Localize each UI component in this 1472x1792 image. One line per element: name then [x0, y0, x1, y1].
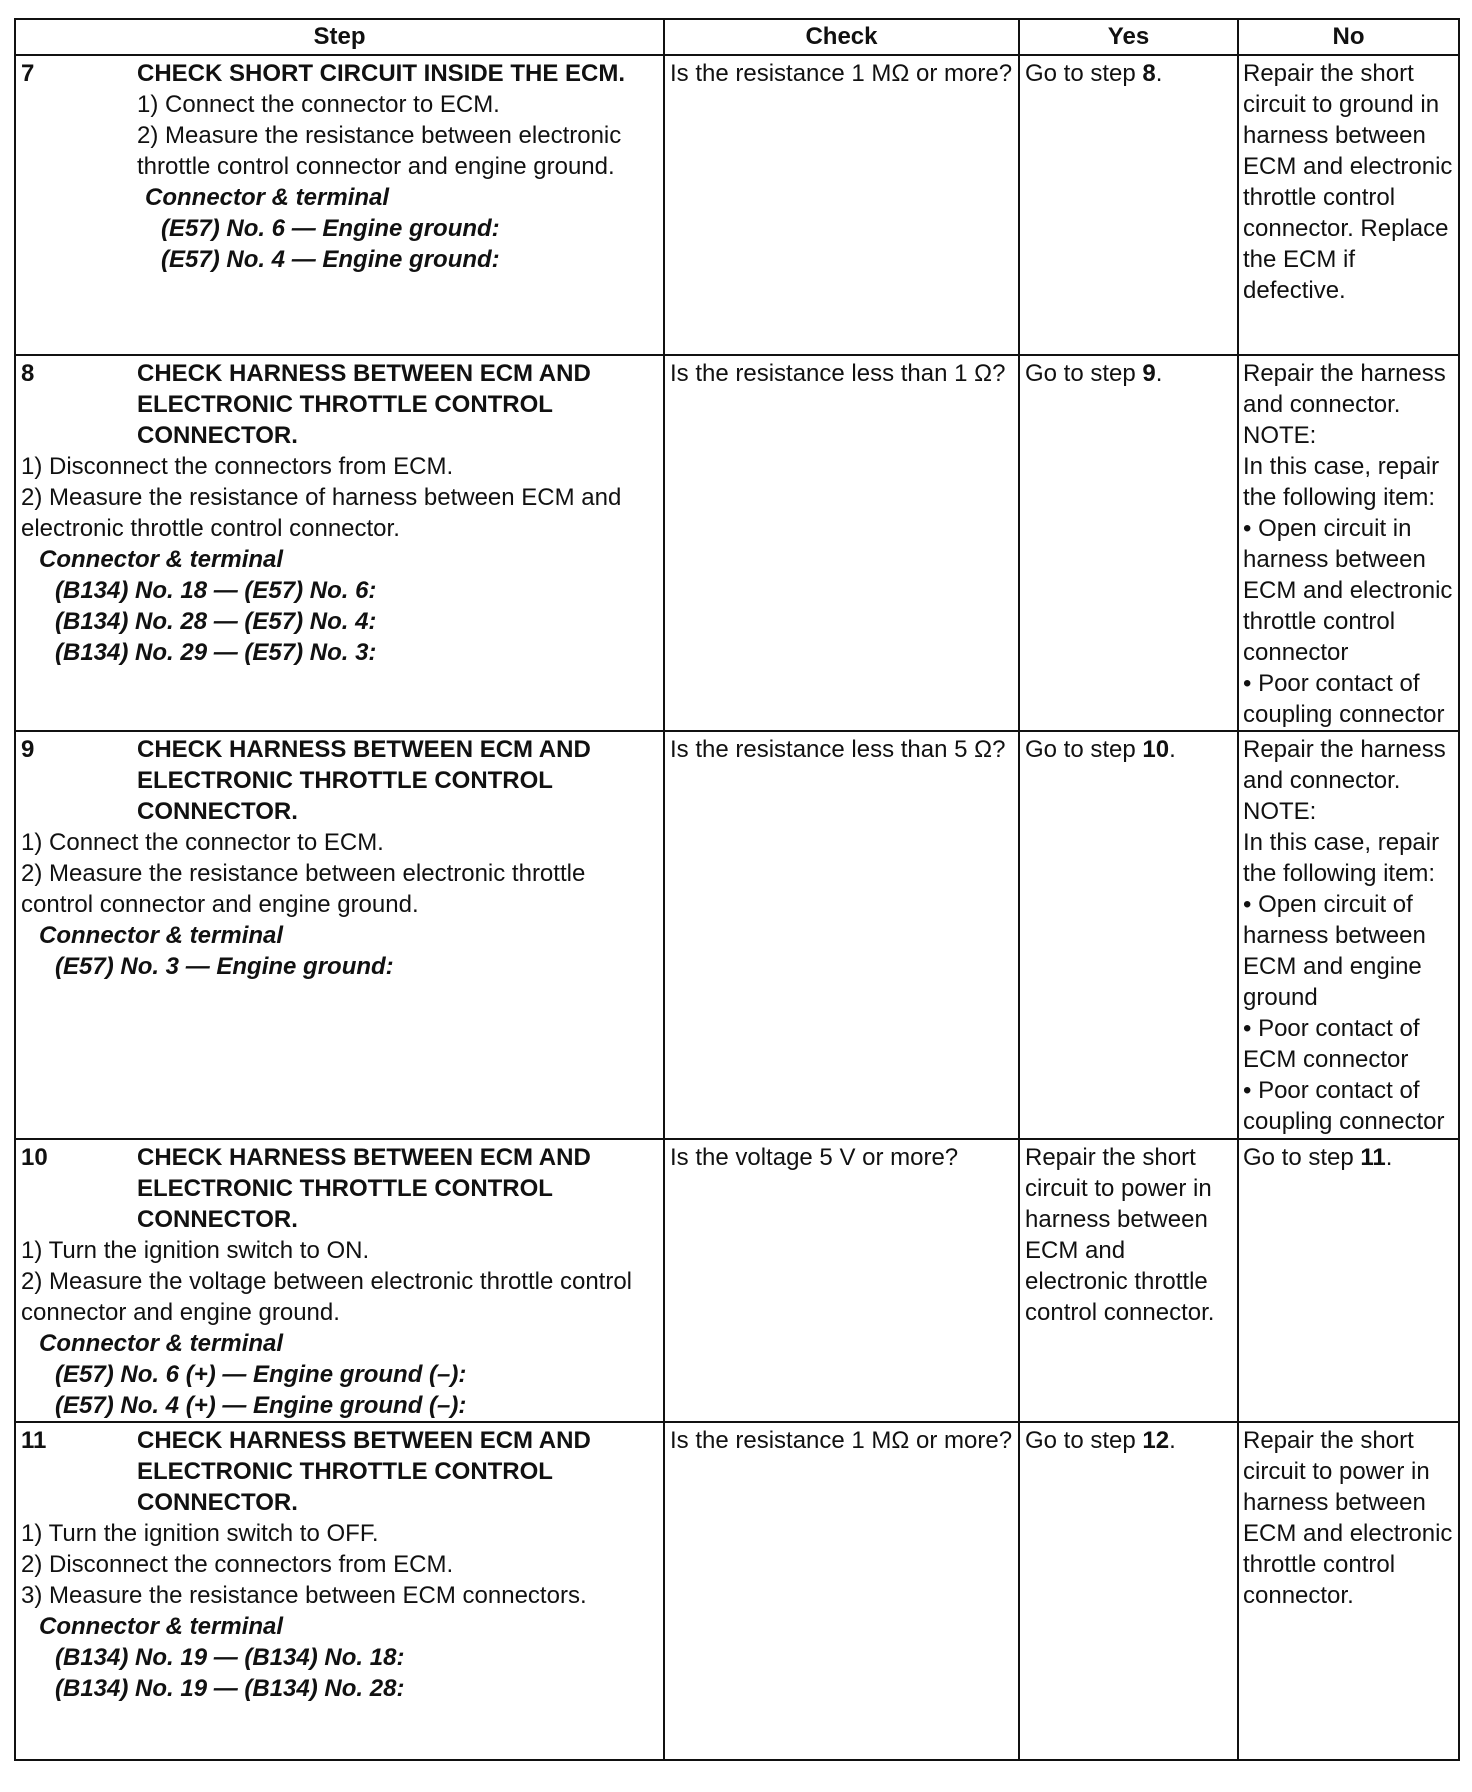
- no-text: Go to step: [1243, 1144, 1361, 1171]
- terminal-spec: (E57) No. 4 — Engine ground:: [161, 246, 500, 273]
- step-number: 10: [21, 1144, 48, 1171]
- yes-cell: [1019, 355, 1238, 731]
- terminal-spec: (B134) No. 29 — (E57) No. 3:: [55, 639, 377, 666]
- table-row-step-9: [15, 731, 1459, 1139]
- terminal-spec: (E57) No. 6 — Engine ground:: [161, 215, 500, 242]
- no-cell: [1238, 355, 1459, 731]
- connector-terminal-label: Connector & terminal: [39, 922, 284, 949]
- check-question: Is the resistance less than 1 Ω?: [670, 360, 1006, 387]
- step-instruction: 2) Measure the resistance between electronic throttle control connector and engine ground.: [21, 860, 586, 918]
- no-step-ref: 11: [1360, 1144, 1386, 1171]
- step-cell: [15, 55, 664, 355]
- table-header-row: [15, 19, 1459, 55]
- terminal-spec: (E57) No. 4 (+) — Engine ground (–):: [55, 1392, 467, 1419]
- note-bullet: • Open circuit of harness between ECM and engine ground: [1243, 891, 1426, 1011]
- yes-tail: .: [1169, 1427, 1176, 1454]
- diagnostic-procedure-table: [14, 18, 1460, 1761]
- yes-text: Go to step: [1025, 60, 1143, 87]
- step-instruction: 1) Turn the ignition switch to OFF.: [21, 1520, 379, 1547]
- terminal-spec: (E57) No. 6 (+) — Engine ground (–):: [55, 1361, 467, 1388]
- step-title: CHECK HARNESS BETWEEN ECM AND ELECTRONIC THROTTLE CONTROL CONNECTOR.: [137, 1144, 591, 1233]
- connector-terminal-label: Connector & terminal: [39, 1613, 284, 1640]
- connector-terminal-label: Connector & terminal: [39, 1330, 284, 1357]
- diagnostic-procedure-table-container: [14, 18, 1458, 1761]
- note-bullet: • Poor contact of coupling connector: [1243, 670, 1445, 728]
- yes-text: Go to step: [1025, 736, 1143, 763]
- note-bullet: • Open circuit in harness between ECM and electronic throttle control connector: [1243, 515, 1453, 666]
- no-tail: .: [1385, 1144, 1393, 1171]
- check-cell: Is the resistance 1 MΩ or more?: [664, 1422, 1019, 1760]
- yes-cell: Repair the short circuit to power in harness between ECM and electronic throttle control connector.: [1019, 1139, 1238, 1422]
- terminal-spec: (B134) No. 18 — (E57) No. 6:: [55, 577, 377, 604]
- step-cell: [15, 355, 664, 731]
- connector-terminal-label: Connector & terminal: [39, 546, 284, 573]
- yes-text: Go to step: [1025, 360, 1143, 387]
- step-instruction: 2) Measure the voltage between electronic throttle control connector and engine ground.: [21, 1268, 633, 1326]
- step-cell: [15, 731, 664, 1139]
- terminal-spec: (B134) No. 28 — (E57) No. 4:: [55, 608, 377, 635]
- step-instruction: 1) Disconnect the connectors from ECM.: [21, 453, 454, 480]
- yes-step-ref: 12: [1142, 1427, 1170, 1454]
- note-bullet: • Poor contact of coupling connector: [1243, 1077, 1445, 1135]
- step-instruction: 3) Measure the resistance between ECM connectors.: [21, 1582, 587, 1609]
- step-instruction: 1) Connect the connector to ECM.: [137, 91, 500, 118]
- check-cell: [664, 731, 1019, 1139]
- no-cell: Repair the short circuit to power in harness between ECM and electronic throttle control connector.: [1238, 1422, 1459, 1760]
- terminal-spec: (E57) No. 3 — Engine ground:: [55, 953, 394, 980]
- step-instruction: 2) Measure the resistance between electronic throttle control connector and engine ground.: [137, 122, 622, 180]
- step-title: CHECK HARNESS BETWEEN ECM AND ELECTRONIC THROTTLE CONTROL CONNECTOR.: [137, 736, 591, 825]
- no-action: Repair the harness and connector.: [1243, 736, 1446, 794]
- step-number: 7: [21, 60, 35, 87]
- check-cell: Is the voltage 5 V or more?: [664, 1139, 1019, 1422]
- step-number: 8: [21, 360, 35, 387]
- yes-step-ref: 9: [1142, 360, 1156, 387]
- header-yes: Yes: [1019, 19, 1238, 55]
- step-cell: [15, 1422, 664, 1760]
- note-text: In this case, repair the following item:: [1243, 453, 1440, 511]
- note-label: NOTE:: [1243, 798, 1317, 825]
- header-no: No: [1238, 19, 1459, 55]
- step-title: CHECK SHORT CIRCUIT INSIDE THE ECM.: [137, 60, 626, 87]
- step-instruction: 1) Connect the connector to ECM.: [21, 829, 384, 856]
- table-row-step-7: [15, 55, 1459, 355]
- step-instruction: 2) Disconnect the connectors from ECM.: [21, 1551, 454, 1578]
- yes-cell: [1019, 731, 1238, 1139]
- step-cell: [15, 1139, 664, 1422]
- header-step: Step: [15, 19, 664, 55]
- step-instruction: 2) Measure the resistance of harness between ECM and electronic throttle control connector.: [21, 484, 622, 542]
- yes-step-ref: 8: [1142, 60, 1156, 87]
- yes-cell: [1019, 55, 1238, 355]
- step-number: 9: [21, 736, 35, 763]
- header-check: Check: [664, 19, 1019, 55]
- no-cell: Repair the short circuit to ground in harness between ECM and electronic throttle control connector. Replace the ECM if defective.: [1238, 55, 1459, 355]
- yes-tail: .: [1169, 736, 1176, 763]
- terminal-spec: (B134) No. 19 — (B134) No. 28:: [55, 1675, 405, 1702]
- no-cell: [1238, 731, 1459, 1139]
- table-row-step-11: [15, 1422, 1459, 1760]
- yes-cell: [1019, 1422, 1238, 1760]
- note-label: NOTE:: [1243, 422, 1317, 449]
- no-cell: [1238, 1139, 1459, 1422]
- no-action: Repair the harness and connector.: [1243, 360, 1446, 418]
- yes-text: Go to step: [1025, 1427, 1143, 1454]
- check-question: Is the resistance less than 5 Ω?: [670, 736, 1006, 763]
- yes-step-ref: 10: [1142, 736, 1170, 763]
- note-text: In this case, repair the following item:: [1243, 829, 1440, 887]
- yes-tail: .: [1155, 360, 1163, 387]
- connector-terminal-label: Connector & terminal: [145, 184, 390, 211]
- check-cell: Is the resistance 1 MΩ or more?: [664, 55, 1019, 355]
- table-row-step-10: [15, 1139, 1459, 1422]
- step-instruction: 1) Turn the ignition switch to ON.: [21, 1237, 370, 1264]
- table-row-step-8: [15, 355, 1459, 731]
- terminal-spec: (B134) No. 19 — (B134) No. 18:: [55, 1644, 405, 1671]
- step-title: CHECK HARNESS BETWEEN ECM AND ELECTRONIC THROTTLE CONTROL CONNECTOR.: [137, 1427, 591, 1516]
- step-title: CHECK HARNESS BETWEEN ECM AND ELECTRONIC THROTTLE CONTROL CONNECTOR.: [137, 360, 591, 449]
- step-number: 11: [21, 1427, 47, 1454]
- yes-tail: .: [1155, 60, 1163, 87]
- note-bullet: • Poor contact of ECM connector: [1243, 1015, 1420, 1073]
- check-cell: [664, 355, 1019, 731]
